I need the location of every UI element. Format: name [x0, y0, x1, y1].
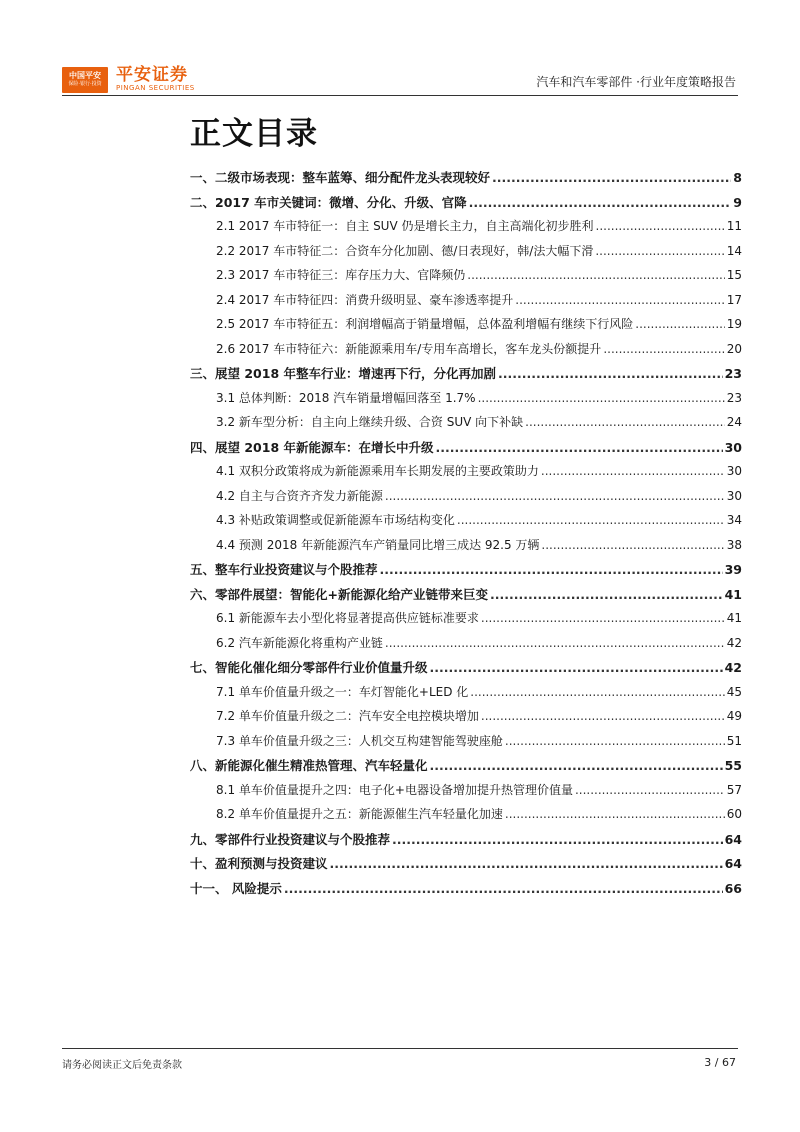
- toc-entry-label: 十一、 风险提示: [190, 880, 282, 896]
- toc-entry-label: 七、智能化催化细分零部件行业价值量升级: [190, 660, 428, 675]
- toc-entry-label: 六、零部件展望：智能化+新能源化给产业链带来巨变: [190, 586, 488, 602]
- toc-dot-leader: [481, 709, 725, 723]
- toc-entry-page: 64: [724, 856, 742, 871]
- toc-section-entry[interactable]: [190, 266, 742, 291]
- page-header: [0, 0, 800, 96]
- toc-section-entry[interactable]: [190, 242, 742, 267]
- toc-dot-leader: [596, 219, 725, 233]
- toc-entry-label: 7.3 单车价值量升级之三：人机交互构建智能驾驶座舱: [216, 733, 503, 748]
- toc-entry-label: 2.3 2017 车市特征三：库存压力大、官降频仍: [216, 268, 466, 282]
- toc-entry-label: 三、展望 2018 年整车行业：增速再下行，分化再加剧: [190, 366, 496, 381]
- toc-entry-page: 9: [733, 194, 742, 210]
- toc-dot-leader: [541, 464, 725, 478]
- toc-entry-label: 2.2 2017 车市特征二：合资车分化加剧、德/日表现好，韩/法大幅下滑: [216, 243, 594, 258]
- toc-dot-leader: [481, 611, 725, 625]
- toc-dot-leader: [385, 489, 725, 503]
- logo-box-line1: 中国平安: [69, 71, 101, 80]
- toc-entry-page: 23: [726, 390, 742, 405]
- toc-entry-page: 15: [726, 268, 742, 282]
- toc-chapter-entry[interactable]: [190, 364, 742, 389]
- toc-section-entry[interactable]: [190, 511, 742, 536]
- toc-section-entry[interactable]: [190, 315, 742, 340]
- toc-dot-leader: [541, 538, 724, 552]
- toc-chapter-entry[interactable]: [190, 560, 742, 585]
- toc-entry-label: 一、二级市场表现：整车蓝筹、细分配件龙头表现较好: [190, 170, 491, 185]
- toc-dot-leader: [515, 293, 724, 307]
- toc-entry-label: 2.5 2017 车市特征五：利润增幅高于销量增幅，总体盈利增幅有继续下行风险: [216, 317, 634, 331]
- toc-entry-label: 6.2 汽车新能源化将重构产业链: [216, 635, 383, 650]
- footer-disclaimer: 请务必阅读正文后免责条款: [62, 1060, 182, 1071]
- toc-section-entry[interactable]: [190, 634, 742, 659]
- toc-entry-label: 8.1 单车价值量提升之四：电子化+电器设备增加提升热管理价值量: [216, 782, 573, 797]
- toc-chapter-entry[interactable]: [190, 879, 742, 904]
- toc-dot-leader: [392, 832, 723, 847]
- toc-section-entry[interactable]: [190, 536, 742, 561]
- toc-section-entry[interactable]: [190, 487, 742, 512]
- toc-entry-label: 3.2 新车型分析：自主向上继续升级、合资 SUV 向下补缺: [216, 415, 524, 429]
- toc-entry-page: 66: [724, 880, 742, 896]
- toc-entry-label: 4.2 自主与合资齐齐发力新能源: [216, 488, 383, 503]
- toc-dot-leader: [436, 440, 723, 455]
- toc-entry-label: 二、2017 车市关键词：微增、分化、升级、官降: [190, 194, 467, 210]
- toc-entry-page: 8: [733, 170, 742, 185]
- toc-entry-page: 64: [724, 831, 742, 847]
- page-number: 3 / 67: [704, 1056, 736, 1069]
- toc-section-entry[interactable]: [190, 217, 742, 242]
- toc-dot-leader: [505, 734, 725, 748]
- report-title: 汽车和汽车零部件 ·行业年度策略报告: [536, 75, 736, 89]
- toc-entry-page: 45: [726, 684, 742, 699]
- toc-entry-page: 60: [726, 807, 742, 821]
- toc-entry-page: 57: [726, 782, 742, 797]
- toc-entry-label: 2.4 2017 车市特征四：消费升级明显、豪车渗透率提升: [216, 292, 514, 307]
- toc-section-entry[interactable]: [190, 683, 742, 708]
- toc-entry-label: 2.1 2017 车市特征一：自主 SUV 仍是增长主力，自主高端化初步胜利: [216, 219, 594, 233]
- toc-entry-label: 4.3 补贴政策调整或促新能源车市场结构变化: [216, 513, 455, 527]
- toc-entry-label: 五、整车行业投资建议与个股推荐: [190, 562, 378, 577]
- footer-divider: [62, 1048, 738, 1049]
- toc-section-entry[interactable]: [190, 805, 742, 830]
- toc-entry-label: 九、零部件行业投资建议与个股推荐: [190, 831, 391, 847]
- toc-entry-page: 19: [726, 317, 742, 331]
- toc-entry-page: 30: [726, 464, 742, 478]
- toc-entry-page: 38: [726, 537, 742, 552]
- toc-entry-page: 20: [726, 341, 742, 356]
- toc-section-entry[interactable]: [190, 389, 742, 414]
- toc-entry-page: 41: [726, 611, 742, 625]
- toc-dot-leader: [380, 562, 723, 577]
- toc-entry-label: 4.1 双积分政策将成为新能源乘用车长期发展的主要政策助力: [216, 464, 539, 478]
- toc-dot-leader: [430, 758, 723, 773]
- toc-entry-page: 49: [726, 709, 742, 723]
- toc-entry-label: 7.1 单车价值量升级之一：车灯智能化+LED 化: [216, 684, 469, 699]
- toc-entry-page: 14: [726, 243, 742, 258]
- toc-entry-label: 8.2 单车价值量提升之五：新能源催生汽车轻量化加速: [216, 807, 503, 821]
- toc-dot-leader: [330, 856, 723, 871]
- toc-entry-label: 八、新能源化催生精准热管理、汽车轻量化: [190, 758, 428, 773]
- toc-section-entry[interactable]: [190, 781, 742, 806]
- toc-entry-label: 4.4 预测 2018 年新能源汽车产销量同比增三成达 92.5 万辆: [216, 537, 540, 552]
- toc-entry-page: 11: [726, 219, 742, 233]
- toc-entry-label: 7.2 单车价值量升级之二：汽车安全电控模块增加: [216, 709, 479, 723]
- toc-entry-page: 42: [726, 635, 742, 650]
- toc-dot-leader: [635, 317, 724, 331]
- toc-chapter-entry[interactable]: [190, 585, 742, 610]
- toc-dot-leader: [603, 342, 724, 356]
- toc-dot-leader: [430, 660, 723, 675]
- toc-section-entry[interactable]: [190, 291, 742, 316]
- toc-dot-leader: [470, 685, 724, 699]
- toc-section-entry[interactable]: [190, 609, 742, 634]
- toc-entry-page: 55: [724, 758, 742, 773]
- brand-name-en: PINGAN SECURITIES: [116, 84, 195, 92]
- toc-entry-label: 四、展望 2018 年新能源车：在增长中升级: [190, 439, 434, 455]
- toc-entry-label: 2.6 2017 车市特征六：新能源乘用车/专用车高增长，客车龙头份额提升: [216, 341, 602, 356]
- toc-entry-page: 51: [726, 733, 742, 748]
- pingan-logo-box: [62, 67, 108, 93]
- toc-chapter-entry[interactable]: [190, 658, 742, 683]
- toc-dot-leader: [498, 366, 723, 381]
- toc-chapter-entry[interactable]: [190, 193, 742, 218]
- toc-dot-leader: [525, 415, 725, 429]
- toc-section-entry[interactable]: [190, 732, 742, 757]
- toc-dot-leader: [505, 807, 725, 821]
- toc-section-entry[interactable]: [190, 340, 742, 365]
- toc-dot-leader: [478, 391, 725, 405]
- toc-entry-label: 6.1 新能源车去小型化将显著提高供应链标准要求: [216, 611, 479, 625]
- toc-dot-leader: [575, 783, 725, 797]
- toc-section-entry[interactable]: [190, 413, 742, 438]
- toc-section-entry[interactable]: [190, 707, 742, 732]
- toc-entry-page: 30: [724, 439, 742, 455]
- header-divider: [62, 95, 738, 96]
- toc-entry-page: 39: [724, 562, 742, 577]
- company-logo: [62, 66, 195, 93]
- toc-entry-page: 42: [724, 660, 742, 675]
- toc-dot-leader: [595, 244, 724, 258]
- toc-chapter-entry[interactable]: [190, 756, 742, 781]
- toc-entry-label: 十、盈利预测与投资建议: [190, 856, 328, 871]
- toc-dot-leader: [492, 170, 731, 185]
- table-of-contents: [190, 168, 742, 903]
- toc-entry-page: 23: [724, 366, 742, 381]
- toc-entry-label: 3.1 总体判断：2018 汽车销量增幅回落至 1.7%: [216, 390, 476, 405]
- toc-entry-page: 41: [724, 586, 742, 602]
- toc-chapter-entry[interactable]: [190, 854, 742, 879]
- toc-entry-page: 30: [726, 488, 742, 503]
- toc-dot-leader: [385, 636, 725, 650]
- toc-chapter-entry[interactable]: [190, 438, 742, 463]
- brand-name-cn: 平安证券: [116, 65, 188, 85]
- toc-dot-leader: [457, 513, 725, 527]
- page-title: 正文目录: [190, 116, 318, 152]
- toc-chapter-entry[interactable]: [190, 168, 742, 193]
- toc-entry-page: 24: [726, 415, 742, 429]
- toc-chapter-entry[interactable]: [190, 830, 742, 855]
- logo-box-line2: 保险·银行·投资: [68, 81, 102, 87]
- toc-dot-leader: [467, 268, 724, 282]
- toc-dot-leader: [469, 195, 732, 210]
- toc-dot-leader: [284, 881, 723, 896]
- toc-dot-leader: [490, 587, 723, 602]
- toc-section-entry[interactable]: [190, 462, 742, 487]
- toc-entry-page: 34: [726, 513, 742, 527]
- brand-name: [116, 66, 195, 93]
- toc-entry-page: 17: [726, 292, 742, 307]
